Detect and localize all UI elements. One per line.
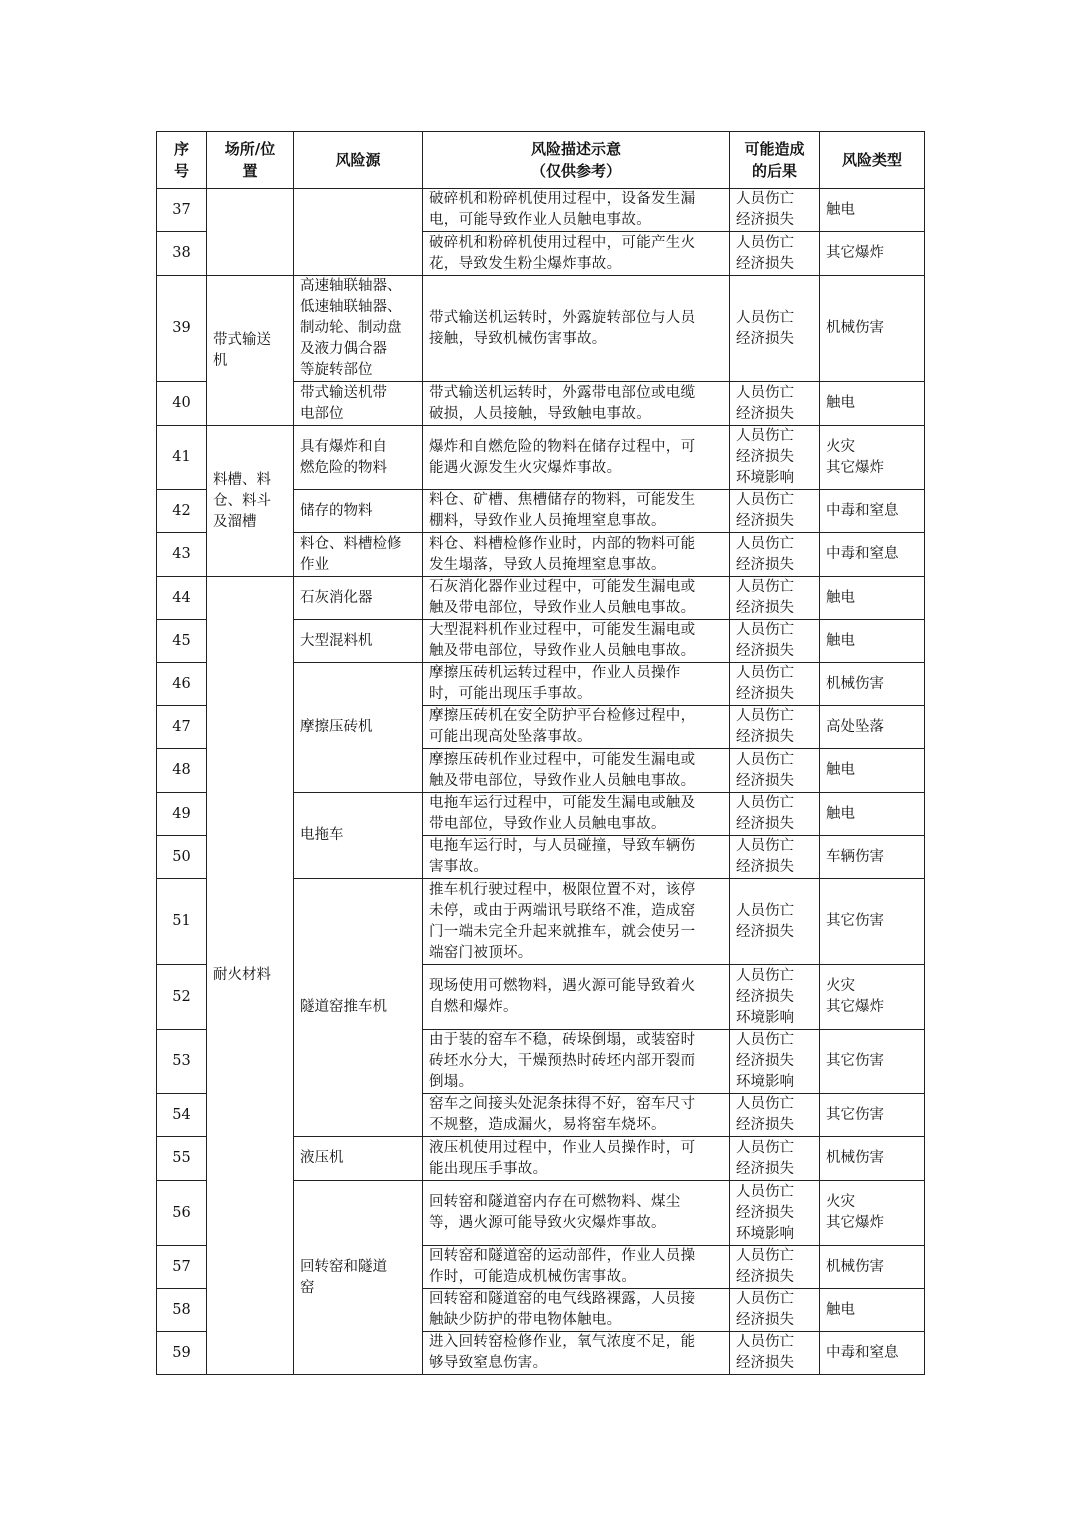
risk-description: 摩擦压砖机作业过程中，可能发生漏电或 触及带电部位，导致作业人员触电事故。 [423,749,730,793]
consequence: 人员伤亡 经济损失 [730,1332,820,1375]
risk-source-cell: 高速轴联轴器、 低速轴联轴器、 制动轮、制动盘 及液力偶合器 等旋转部位 [294,276,423,382]
risk-source-cell: 石灰消化器 [294,577,423,620]
risk-description: 回转窑和隧道窑内存在可燃物料、煤尘 等，遇火源可能导致火灾爆炸事故。 [423,1181,730,1246]
risk-source-cell [294,189,423,276]
col-header-type: 风险类型 [820,132,925,189]
consequence: 人员伤亡 经济损失 [730,1137,820,1181]
row-number: 47 [157,706,207,749]
col-header-description: 风险描述示意 （仅供参考） [423,132,730,189]
consequence: 人员伤亡 经济损失 [730,1289,820,1332]
risk-description: 进入回转窑检修作业，氧气浓度不足，能 够导致窒息伤害。 [423,1332,730,1375]
risk-type: 触电 [820,1289,925,1332]
row-number: 49 [157,793,207,836]
risk-description: 破碎机和粉碎机使用过程中，设备发生漏 电，可能导致作业人员触电事故。 [423,189,730,232]
consequence: 人员伤亡 经济损失 [730,706,820,749]
risk-description: 电拖车运行过程中，可能发生漏电或触及 带电部位，导致作业人员触电事故。 [423,793,730,836]
row-number: 59 [157,1332,207,1375]
consequence: 人员伤亡 经济损失 [730,533,820,577]
risk-type: 机械伤害 [820,276,925,382]
row-number: 50 [157,836,207,879]
header-row [157,132,925,189]
risk-description: 由于装的窑车不稳，砖垛倒塌，或装窑时 砖坯水分大，干燥预热时砖坯内部开裂而 倒塌。 [423,1030,730,1094]
risk-description: 推车机行驶过程中，极限位置不对，该停 未停，或由于两端讯号联络不准，造成窑 门一端未完全升起来就推车，就会使另一 端窑门被顶坏。 [423,879,730,965]
col-header-source: 风险源 [294,132,423,189]
risk-description: 带式输送机运转时，外露带电部位或电缆 破损，人员接触，导致触电事故。 [423,382,730,426]
consequence: 人员伤亡 经济损失 [730,1246,820,1289]
row-number: 57 [157,1246,207,1289]
risk-description: 破碎机和粉碎机使用过程中，可能产生火 花，导致发生粉尘爆炸事故。 [423,232,730,276]
risk-description: 带式输送机运转时，外露旋转部位与人员 接触，导致机械伤害事故。 [423,276,730,382]
risk-type: 火灾 其它爆炸 [820,965,925,1030]
risk-type: 触电 [820,189,925,232]
risk-description: 回转窑和隧道窑的电气线路裸露，人员接 触缺少防护的带电物体触电。 [423,1289,730,1332]
col-header-location: 场所/位 置 [207,132,294,189]
row-number: 52 [157,965,207,1030]
risk-type: 触电 [820,749,925,793]
risk-type: 中毒和窒息 [820,533,925,577]
risk-source-cell: 回转窑和隧道 窑 [294,1181,423,1375]
table-row [157,577,925,620]
consequence: 人员伤亡 经济损失 [730,836,820,879]
consequence: 人员伤亡 经济损失 [730,232,820,276]
row-number: 37 [157,189,207,232]
risk-type: 中毒和窒息 [820,1332,925,1375]
risk-type: 车辆伤害 [820,836,925,879]
row-number: 56 [157,1181,207,1246]
row-number: 45 [157,620,207,663]
risk-description: 摩擦压砖机运转过程中，作业人员操作 时，可能出现压手事故。 [423,663,730,706]
location-cell [207,189,294,276]
risk-type: 火灾 其它爆炸 [820,1181,925,1246]
row-number: 58 [157,1289,207,1332]
risk-source-cell: 料仓、料槽检修 作业 [294,533,423,577]
risk-type: 火灾 其它爆炸 [820,426,925,490]
consequence: 人员伤亡 经济损失 [730,490,820,533]
risk-description: 液压机使用过程中，作业人员操作时，可 能出现压手事故。 [423,1137,730,1181]
risk-type: 机械伤害 [820,1246,925,1289]
row-number: 54 [157,1094,207,1137]
col-header-no: 序 号 [157,132,207,189]
risk-type: 触电 [820,793,925,836]
risk-source-cell: 具有爆炸和自 燃危险的物料 [294,426,423,490]
consequence: 人员伤亡 经济损失 [730,577,820,620]
risk-type: 高处坠落 [820,706,925,749]
risk-description: 电拖车运行时，与人员碰撞，导致车辆伤 害事故。 [423,836,730,879]
row-number: 39 [157,276,207,382]
risk-type: 触电 [820,620,925,663]
consequence: 人员伤亡 经济损失 [730,189,820,232]
consequence: 人员伤亡 经济损失 [730,382,820,426]
risk-type: 机械伤害 [820,1137,925,1181]
risk-description: 石灰消化器作业过程中，可能发生漏电或 触及带电部位，导致作业人员触电事故。 [423,577,730,620]
risk-source-cell: 液压机 [294,1137,423,1181]
risk-type: 触电 [820,382,925,426]
table-row [157,276,925,382]
risk-description: 窑车之间接头处泥条抹得不好，窑车尺寸 不规整，造成漏火，易将窑车烧坏。 [423,1094,730,1137]
consequence: 人员伤亡 经济损失 [730,793,820,836]
risk-type: 其它爆炸 [820,232,925,276]
location-cell: 耐火材料 [207,577,294,1375]
consequence: 人员伤亡 经济损失 环境影响 [730,426,820,490]
consequence: 人员伤亡 经济损失 环境影响 [730,1030,820,1094]
row-number: 55 [157,1137,207,1181]
consequence: 人员伤亡 经济损失 [730,1094,820,1137]
risk-source-cell: 储存的物料 [294,490,423,533]
risk-type: 中毒和窒息 [820,490,925,533]
risk-description: 大型混料机作业过程中，可能发生漏电或 触及带电部位，导致作业人员触电事故。 [423,620,730,663]
consequence: 人员伤亡 经济损失 环境影响 [730,1181,820,1246]
consequence: 人员伤亡 经济损失 [730,749,820,793]
risk-description: 料仓、矿槽、焦槽储存的物料，可能发生 棚料，导致作业人员掩埋窒息事故。 [423,490,730,533]
risk-description: 摩擦压砖机在安全防护平台检修过程中， 可能出现高处坠落事故。 [423,706,730,749]
consequence: 人员伤亡 经济损失 [730,620,820,663]
risk-source-cell: 隧道窑推车机 [294,879,423,1137]
risk-type: 其它伤害 [820,879,925,965]
risk-description: 爆炸和自燃危险的物料在储存过程中，可 能遇火源发生火灾爆炸事故。 [423,426,730,490]
row-number: 46 [157,663,207,706]
col-header-consequence: 可能造成 的后果 [730,132,820,189]
row-number: 53 [157,1030,207,1094]
risk-table [156,131,925,1375]
risk-type: 其它伤害 [820,1030,925,1094]
risk-source-cell: 电拖车 [294,793,423,879]
risk-source-cell: 带式输送机带 电部位 [294,382,423,426]
row-number: 41 [157,426,207,490]
row-number: 44 [157,577,207,620]
risk-description: 料仓、料槽检修作业时，内部的物料可能 发生塌落，导致人员掩埋窒息事故。 [423,533,730,577]
consequence: 人员伤亡 经济损失 [730,663,820,706]
table-row [157,426,925,490]
consequence: 人员伤亡 经济损失 [730,276,820,382]
table-row [157,189,925,232]
risk-type: 其它伤害 [820,1094,925,1137]
row-number: 43 [157,533,207,577]
risk-source-cell: 摩擦压砖机 [294,663,423,793]
row-number: 51 [157,879,207,965]
consequence: 人员伤亡 经济损失 环境影响 [730,965,820,1030]
row-number: 48 [157,749,207,793]
location-cell: 带式输送 机 [207,276,294,426]
location-cell: 料槽、料 仓、料斗 及溜槽 [207,426,294,577]
risk-type: 触电 [820,577,925,620]
risk-source-cell: 大型混料机 [294,620,423,663]
consequence: 人员伤亡 经济损失 [730,879,820,965]
row-number: 38 [157,232,207,276]
risk-description: 回转窑和隧道窑的运动部件，作业人员操 作时，可能造成机械伤害事故。 [423,1246,730,1289]
risk-type: 机械伤害 [820,663,925,706]
risk-description: 现场使用可燃物料，遇火源可能导致着火 自燃和爆炸。 [423,965,730,1030]
row-number: 42 [157,490,207,533]
row-number: 40 [157,382,207,426]
